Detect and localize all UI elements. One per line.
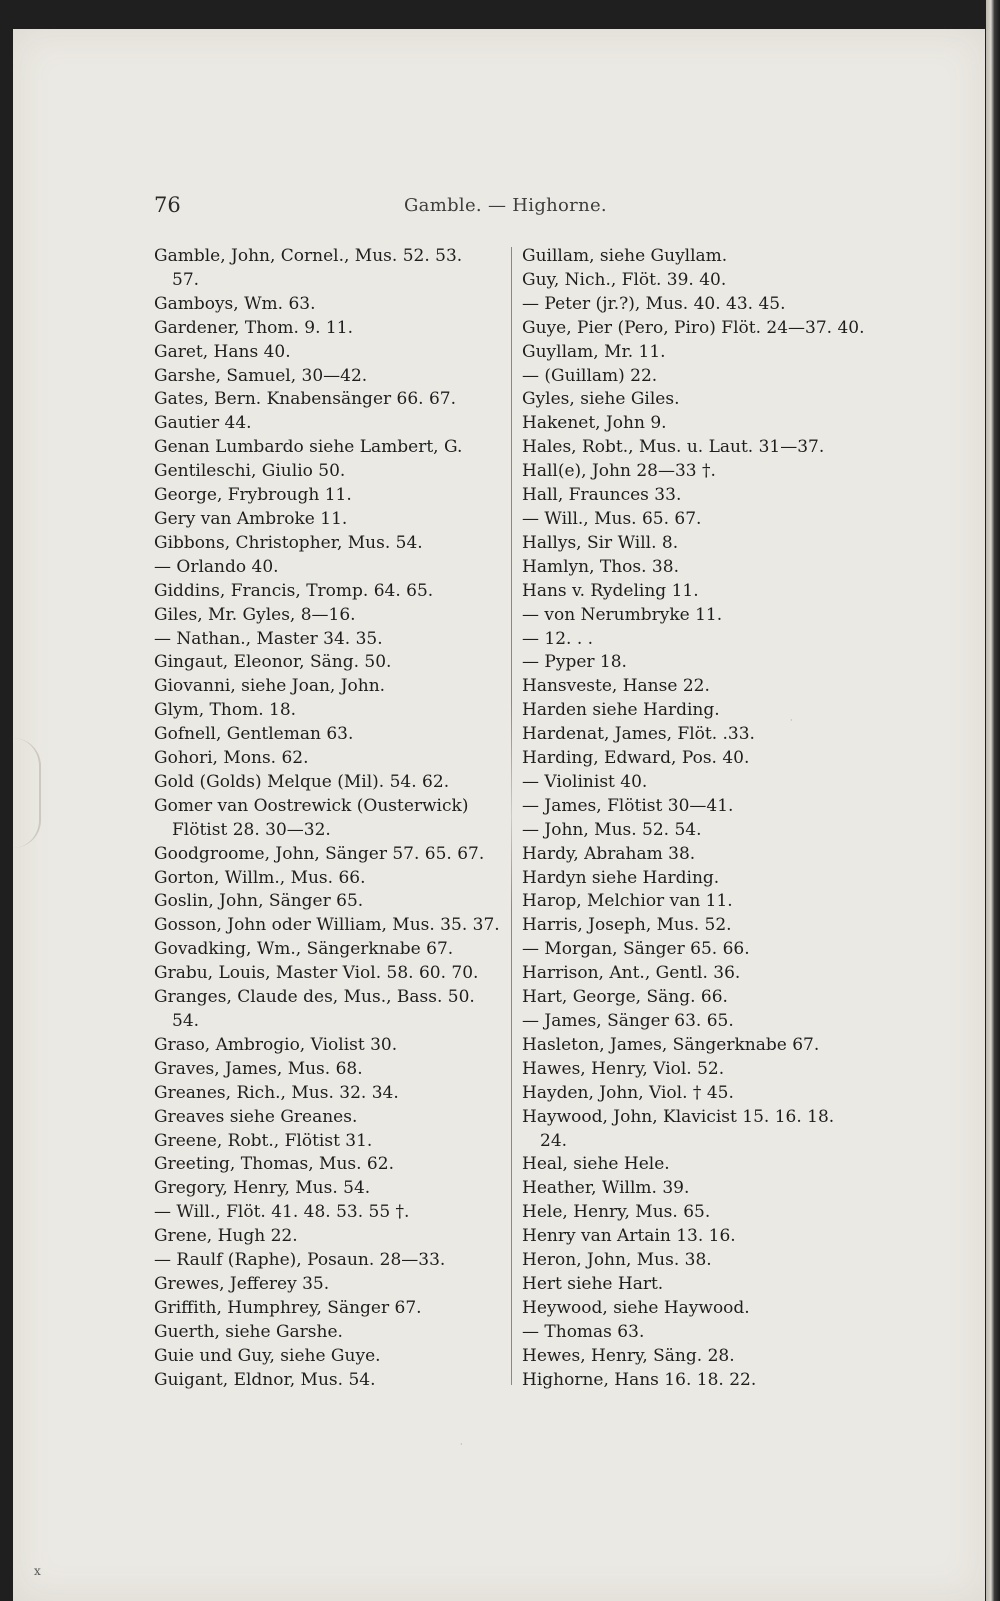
index-entry: Harding, Edward, Pos. 40. <box>522 748 750 769</box>
index-entry: — James, Sänger 63. 65. <box>522 1011 734 1031</box>
index-entry: Heron, John, Mus. 38. <box>522 1250 712 1271</box>
index-entry: Giles, Mr. Gyles, 8—16. <box>154 604 356 625</box>
index-entry: — Will., Mus. 65. 67. <box>522 508 702 529</box>
index-entry: Giovanni, siehe Joan, John. <box>154 676 386 697</box>
index-entry: Hewes, Henry, Säng. 28. <box>522 1345 735 1366</box>
index-entry: Grewes, Jefferey 35. <box>154 1273 330 1294</box>
index-entry: — 12. . . <box>522 628 594 649</box>
index-entry: Guy, Nich., Flöt. 39. 40. <box>522 269 727 290</box>
index-entry: Haywood, John, Klavicist 15. 16. 18. <box>522 1106 835 1127</box>
index-entry: Hall(e), John 28—33 †. <box>522 461 716 482</box>
index-entry: Gyles, siehe Giles. <box>522 389 680 410</box>
index-entry: Heywood, siehe Haywood. <box>522 1297 750 1318</box>
index-entry: Hardyn siehe Harding. <box>522 867 720 888</box>
index-entry: Gorton, Willm., Mus. 66. <box>154 867 366 888</box>
index-entry: — John, Mus. 52. 54. <box>522 819 702 840</box>
page-header <box>0 193 1000 223</box>
index-entry: Hales, Robt., Mus. u. Laut. 31—37. <box>522 437 825 458</box>
index-entry: Gautier 44. <box>154 413 252 434</box>
index-entry: — (Guillam) 22. <box>522 365 658 386</box>
index-entry: Hall, Fraunces 33. <box>522 485 682 506</box>
index-entry: Guigant, Eldnor, Mus. 54. <box>154 1369 376 1390</box>
index-entry: Hardy, Abraham 38. <box>522 843 696 864</box>
index-entry: Garet, Hans 40. <box>154 341 291 362</box>
binding-mark <box>13 738 41 848</box>
index-entry: — Thomas 63. <box>522 1321 645 1342</box>
index-entry: Greaves siehe Greanes. <box>154 1106 358 1127</box>
index-entry: — James, Flötist 30—41. <box>522 795 734 816</box>
index-entry: Harris, Joseph, Mus. 52. <box>522 915 732 936</box>
index-entry: Hayden, John, Viol. † 45. <box>522 1082 734 1103</box>
index-entry: — Will., Flöt. 41. 48. 53. 55 †. <box>154 1202 410 1223</box>
index-entry: — Orlando 40. <box>154 556 279 577</box>
index-entry: Gomer van Oostrewick (Ousterwick) <box>154 795 469 816</box>
column-divider <box>511 247 512 1385</box>
index-entry: Govadking, Wm., Sängerknabe 67. <box>154 939 454 960</box>
index-entry: Hert siehe Hart. <box>522 1273 664 1294</box>
index-entry: Graves, James, Mus. 68. <box>154 1058 363 1079</box>
index-entry: — Morgan, Sänger 65. 66. <box>522 939 750 960</box>
index-entry: Guillam, siehe Guyllam. <box>522 246 728 266</box>
page-number: 76 <box>154 193 181 217</box>
index-entry: Harop, Melchior van 11. <box>522 891 733 912</box>
index-entry: Guye, Pier (Pero, Piro) Flöt. 24—37. 40. <box>522 317 865 338</box>
index-entry: — Violinist 40. <box>522 771 648 792</box>
index-entry: Gamble, John, Cornel., Mus. 52. 53. <box>154 246 463 266</box>
index-entry: Greeting, Thomas, Mus. 62. <box>154 1154 394 1175</box>
index-entry: Hardenat, James, Flöt. .33. <box>522 724 755 745</box>
speck: · <box>790 716 793 725</box>
index-entry: George, Frybrough 11. <box>154 485 352 506</box>
index-entry: Hart, George, Säng. 66. <box>522 987 728 1008</box>
index-entry: Hele, Henry, Mus. 65. <box>522 1202 711 1223</box>
index-entry: — Pyper 18. <box>522 652 627 673</box>
index-entry: Henry van Artain 13. 16. <box>522 1226 736 1247</box>
page-edge <box>986 0 1000 1601</box>
index-entry: Giddins, Francis, Tromp. 64. 65. <box>154 580 434 601</box>
index-entry: — Nathan., Master 34. 35. <box>154 628 383 649</box>
index-entry: Gardener, Thom. 9. 11. <box>154 317 353 338</box>
index-entry: Gosson, John oder William, Mus. 35. 37. <box>154 915 500 936</box>
index-entry: Goodgroome, John, Sänger 57. 65. 67. <box>154 843 485 864</box>
index-entry: Harrison, Ant., Gentl. 36. <box>522 963 741 984</box>
speck: · <box>460 1440 463 1449</box>
index-entry: Highorne, Hans 16. 18. 22. <box>522 1369 757 1390</box>
index-entry: 54. <box>172 1011 200 1031</box>
index-entry: Gates, Bern. Knabensänger 66. 67. <box>154 389 457 410</box>
index-entry: Hawes, Henry, Viol. 52. <box>522 1058 725 1079</box>
index-entry: Gohori, Mons. 62. <box>154 748 309 769</box>
index-entry: Guerth, siehe Garshe. <box>154 1321 343 1342</box>
index-entry: — Raulf (Raphe), Posaun. 28—33. <box>154 1250 446 1271</box>
index-entry: Heal, siehe Hele. <box>522 1154 670 1175</box>
index-column-left <box>154 245 509 1393</box>
index-entry: Gregory, Henry, Mus. 54. <box>154 1178 371 1199</box>
index-entry: Gingaut, Eleonor, Säng. 50. <box>154 652 392 673</box>
index-entry: Gibbons, Christopher, Mus. 54. <box>154 532 423 553</box>
index-entry: Glym, Thom. 18. <box>154 700 297 721</box>
index-entry: Hamlyn, Thos. 38. <box>522 556 679 577</box>
index-entry: Hallys, Sir Will. 8. <box>522 532 679 553</box>
index-entry: Gold (Golds) Melque (Mil). 54. 62. <box>154 771 450 792</box>
index-entry: Harden siehe Harding. <box>522 700 720 721</box>
index-entry: Gofnell, Gentleman 63. <box>154 724 354 745</box>
index-entry: Griffith, Humphrey, Sänger 67. <box>154 1297 422 1318</box>
index-entry: 24. <box>540 1130 568 1151</box>
index-entry: — Peter (jr.?), Mus. 40. 43. 45. <box>522 293 786 314</box>
index-column-right <box>522 245 887 1393</box>
margin-mark: x <box>34 1564 41 1578</box>
index-entry: Graso, Ambrogio, Violist 30. <box>154 1034 398 1055</box>
index-entry: Guyllam, Mr. 11. <box>522 341 666 362</box>
index-entry: Hakenet, John 9. <box>522 413 667 434</box>
index-entry: Hasleton, James, Sängerknabe 67. <box>522 1034 820 1055</box>
index-entry: Greanes, Rich., Mus. 32. 34. <box>154 1082 399 1103</box>
index-entry: Grene, Hugh 22. <box>154 1226 298 1247</box>
index-entry: — von Nerumbryke 11. <box>522 604 723 625</box>
index-entry: Gery van Ambroke 11. <box>154 508 348 529</box>
index-entry: Garshe, Samuel, 30—42. <box>154 365 368 386</box>
index-entry: Hans v. Rydeling 11. <box>522 580 699 601</box>
index-entry: Granges, Claude des, Mus., Bass. 50. <box>154 987 475 1008</box>
index-entry: 57. <box>172 269 200 290</box>
index-entry: Genan Lumbardo siehe Lambert, G. <box>154 437 463 458</box>
index-entry: Heather, Willm. 39. <box>522 1178 690 1199</box>
index-entry: Gentileschi, Giulio 50. <box>154 461 346 482</box>
running-head: Gamble. — Highorne. <box>404 195 607 216</box>
index-entry: Gamboys, Wm. 63. <box>154 293 316 314</box>
index-entry: Grabu, Louis, Master Viol. 58. 60. 70. <box>154 963 479 984</box>
index-entry: Greene, Robt., Flötist 31. <box>154 1130 373 1151</box>
index-entry: Flötist 28. 30—32. <box>172 819 331 840</box>
index-entry: Hansveste, Hanse 22. <box>522 676 710 697</box>
index-entry: Goslin, John, Sänger 65. <box>154 891 364 912</box>
index-entry: Guie und Guy, siehe Guye. <box>154 1345 381 1366</box>
